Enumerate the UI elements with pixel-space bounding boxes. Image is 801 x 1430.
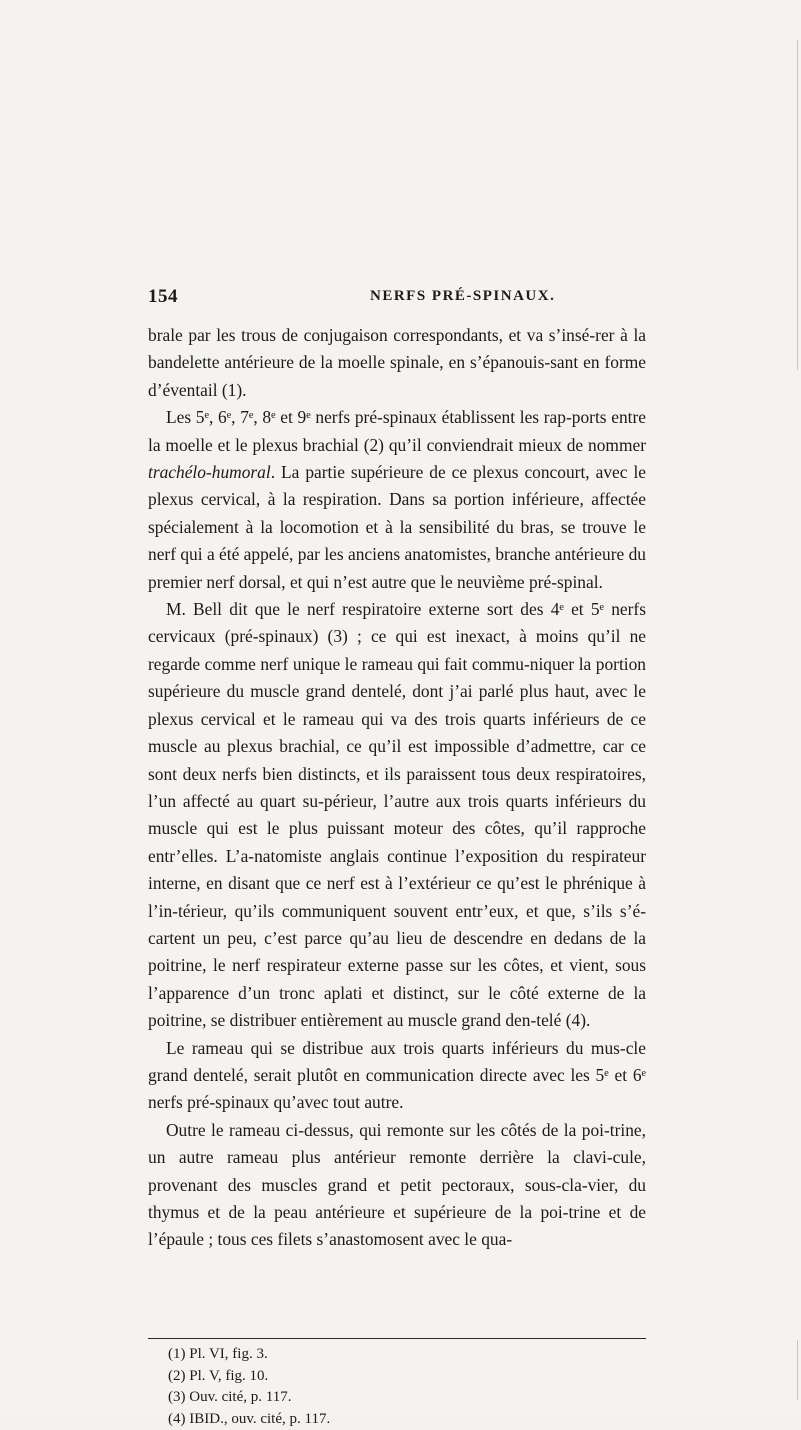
text-segment: M. Bell dit que le nerf respiratoire externe sort des 4ᵉ et 5ᵉ nerfs cervicaux (pré-spinaux) (3) ; ce qui est inexact, à moins qu’il ne regarde comme nerf unique le rameau qui fait commu-niquer la portion supérieure du muscle grand dentelé, dont j’ai parlé plus haut, avec le plexus cervical et le rameau qui va des trois quarts inférieurs de ce muscle au plexus brachial, ce qu’il est impossible d’admettre, car ce sont deux nerfs bien distincts, et ils paraissent tous deux respiratoires, l’un affecté au quart su-périeur, l’autre aux trois quarts inférieurs du muscle qui est le plus puissant moteur des côtes, qu’il rapproche entr’elles. L’a-natomiste anglais continue l’exposition du respirateur interne, en disant que ce nerf est à l’extérieur ce qu’est le phrénique à l’in-térieur, qu’ils communiquent souvent entr’eux, et que, s’ils s’é-cartent un peu, c’est parce qu’au lieu de descendre en dedans de la poitrine, le nerf respirateur externe passe sur les côtes, et vient, sous l’apparence d’un tronc aplati et distinct, sur le côté externe de la poitrine, se distribuer entièrement au muscle grand den-telé (4). bbox=[148, 599, 646, 1031]
italic-term: trachélo-humoral bbox=[148, 462, 271, 483]
footnote-3: (3) Ouv. cité, p. 117. bbox=[168, 1389, 292, 1406]
footnote-2: (2) Pl. V, fig. 10. bbox=[168, 1367, 269, 1384]
paragraph-5 bbox=[148, 1117, 646, 1254]
footnote-1: (1) Pl. VI, fig. 3. bbox=[168, 1346, 268, 1362]
page-header bbox=[148, 286, 643, 312]
body-text bbox=[148, 322, 646, 1254]
page-number: 154 bbox=[148, 286, 178, 307]
footnote-separator bbox=[148, 1338, 646, 1339]
text-segment: . La partie supérieure de ce plexus concourt, avec le plexus cervical, à la respiration. Dans sa portion inférieure, affectée spécialement à la locomotion et à la sensibilité du bras, se trouve le nerf qui a été appelé, par les anciens anatomistes, branche antérieure du premier nerf dorsal, et qui n’est autre que le neuvième pré-spinal. bbox=[148, 462, 646, 592]
text-segment: brale par les trous de conjugaison correspondants, et va s’insé-rer à la bandelette antérieure de la moelle spinale, en s’épanouis-sant en forme d’éventail (1). bbox=[148, 325, 646, 400]
footnotes bbox=[168, 1344, 608, 1430]
paragraph-4 bbox=[148, 1035, 646, 1117]
page-edge-line-bottom bbox=[797, 1340, 798, 1400]
running-head: NERFS PRÉ-SPINAUX. bbox=[370, 288, 556, 304]
paragraph-1 bbox=[148, 322, 646, 404]
text-segment: Les 5ᵉ, 6ᵉ, 7ᵉ, 8ᵉ et 9ᵉ nerfs pré-spinaux établissent les rap-ports entre la moelle et le plexus brachial (2) qu’il conviendrait mieux de nommer bbox=[148, 407, 646, 455]
text-segment: Outre le rameau ci-dessus, qui remonte sur les côtés de la poi-trine, un autre rameau plus antérieur remonte derrière la clavi-cule, provenant des muscles grand et petit pectoraux, sous-cla-vier, du thymus et de la peau antérieure et supérieure de la poi-trine et de l’épaule ; tous ces filets s’anastomosent avec le qua- bbox=[148, 1119, 646, 1250]
paragraph-3 bbox=[148, 596, 646, 1035]
text-segment: Le rameau qui se distribue aux trois quarts inférieurs du mus-cle grand dentelé, serait plutôt en communication directe avec les 5ᵉ et 6ᵉ nerfs pré-spinaux qu’avec tout autre. bbox=[148, 1037, 646, 1113]
footnote-4: (4) IBID., ouv. cité, p. 117. bbox=[168, 1410, 331, 1427]
paragraph-2 bbox=[148, 404, 646, 596]
page-edge-line bbox=[797, 40, 798, 370]
